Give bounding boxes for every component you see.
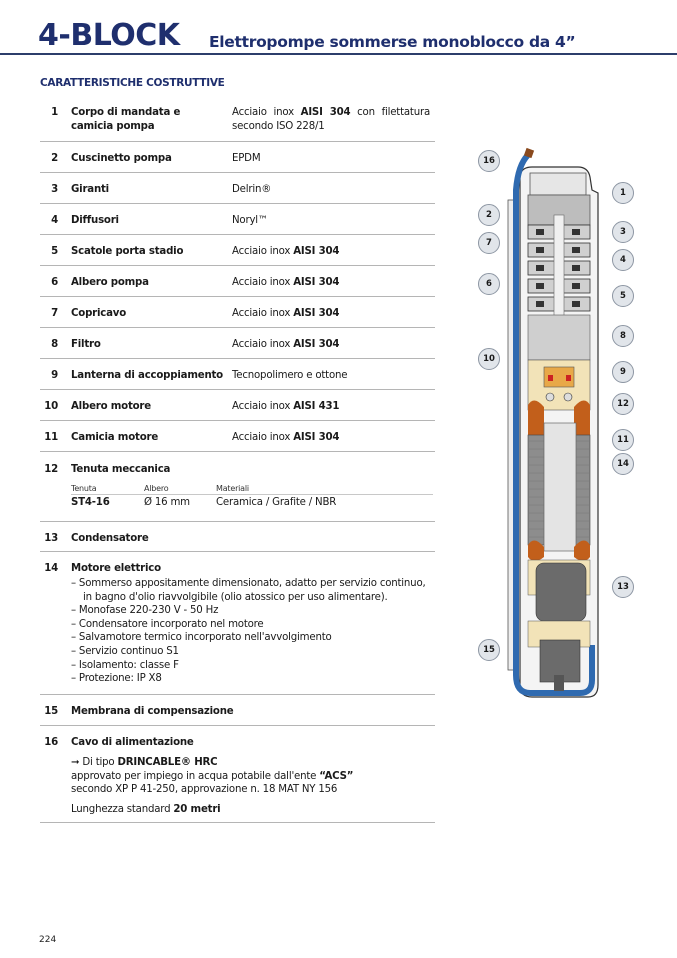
- spec-label: Camicia motore: [71, 432, 159, 443]
- spec-row-10: [40, 390, 435, 421]
- pump-cutaway-diagram: [470, 145, 650, 705]
- spec-label: Giranti: [71, 184, 109, 195]
- spec-label: Scatole porta stadio: [71, 246, 184, 257]
- spec-num: 14: [44, 563, 58, 574]
- spec-row-1: [40, 100, 435, 142]
- spec-value: Tecnopolimero e ottone: [232, 370, 348, 381]
- spec-num: 11: [44, 432, 58, 443]
- spec-num: 9: [51, 370, 58, 381]
- seal-table-row: ST4-16 Ø 16 mm Ceramica / Grafite / NBR: [71, 497, 337, 508]
- spec-num: 15: [44, 706, 58, 717]
- spec-row-6: [40, 266, 435, 297]
- spec-row-9: [40, 359, 435, 390]
- header-divider: [0, 53, 677, 55]
- spec-row-3: [40, 173, 435, 204]
- spec-num: 13: [44, 533, 58, 544]
- motor-feature: – Sommerso appositamente dimensionato, adatto per servizio continuo, in bagno d'olio riavvolgibile (olio atossico per uso alimentare).: [71, 578, 426, 603]
- spec-row-8: [40, 328, 435, 359]
- callout-3: 3: [612, 221, 634, 243]
- spec-row-11: [40, 421, 435, 452]
- spec-value: Acciaio inox AISI 304: [232, 339, 340, 350]
- spec-row-15: [40, 695, 435, 726]
- spec-value: Acciaio inox AISI 304: [232, 246, 340, 257]
- spec-label: Corpo di mandata e camicia pompa: [71, 107, 181, 132]
- spec-num: 2: [51, 153, 58, 164]
- spec-label: Cuscinetto pompa: [71, 153, 172, 164]
- spec-list: [40, 100, 435, 823]
- seal-table: [71, 483, 433, 510]
- spec-label: Tenuta meccanica: [71, 464, 171, 475]
- callout-2: 2: [478, 204, 500, 226]
- motor-feature: – Salvamotore termico incorporato nell'avvolgimento: [71, 632, 332, 644]
- motor-feature: – Monofase 220-230 V - 50 Hz: [71, 605, 219, 617]
- callout-7: 7: [478, 232, 500, 254]
- spec-value: Acciaio inox AISI 304: [232, 432, 340, 443]
- callout-14: 14: [612, 453, 634, 475]
- section-title: CARATTERISTICHE COSTRUTTIVE: [40, 77, 225, 89]
- spec-label: Cavo di alimentazione: [71, 737, 194, 748]
- spec-value: Noryl™: [232, 215, 268, 226]
- spec-num: 12: [44, 464, 58, 475]
- motor-feature-list: [71, 577, 433, 686]
- spec-label: Motore elettrico: [71, 563, 161, 574]
- callout-5: 5: [612, 285, 634, 307]
- spec-num: 8: [51, 339, 58, 350]
- callout-12: 12: [612, 393, 634, 415]
- callout-13: 13: [612, 576, 634, 598]
- spec-value: Acciaio inox AISI 431: [232, 401, 340, 412]
- spec-num: 5: [51, 246, 58, 257]
- spec-value: EPDM: [232, 153, 261, 164]
- motor-feature: – Condensatore incorporato nel motore: [71, 618, 264, 630]
- callout-4: 4: [612, 249, 634, 271]
- spec-row-7: [40, 297, 435, 328]
- arrow-right-icon: ➞: [71, 757, 80, 768]
- callout-1: 1: [612, 182, 634, 204]
- spec-label: Copricavo: [71, 308, 127, 319]
- spec-row-2: [40, 142, 435, 173]
- spec-label: Albero motore: [71, 401, 151, 412]
- cable-approval: approvato per impiego in acqua potabile dall'ente “ACS”: [71, 770, 354, 782]
- spec-label: Membrana di compensazione: [71, 706, 234, 717]
- callout-16: 16: [478, 150, 500, 172]
- spec-value: Acciaio inox AISI 304: [232, 277, 340, 288]
- seal-table-header: Tenuta Albero Materiali: [71, 483, 433, 495]
- page-title: 4-BLOCK: [38, 18, 180, 53]
- cable-type: ➞ Di tipo DRINCABLE® HRC: [71, 757, 218, 768]
- spec-label: Filtro: [71, 339, 101, 350]
- callout-15: 15: [478, 639, 500, 661]
- spec-row-14: [40, 552, 435, 695]
- spec-value: Acciaio inox AISI 304 con filettatura secondo ISO 228/1: [232, 107, 430, 132]
- spec-row-13: [40, 522, 435, 552]
- spec-row-16: [40, 726, 435, 823]
- callout-10: 10: [478, 348, 500, 370]
- spec-num: 1: [51, 107, 58, 118]
- spec-label: Diffusori: [71, 215, 119, 226]
- spec-num: 4: [51, 215, 58, 226]
- motor-feature: – Servizio continuo S1: [71, 645, 179, 657]
- spec-value: Acciaio inox AISI 304: [232, 308, 340, 319]
- spec-num: 16: [44, 737, 58, 748]
- spec-row-5: [40, 235, 435, 266]
- callout-9: 9: [612, 361, 634, 383]
- spec-label: Lanterna di accoppiamento: [71, 370, 223, 381]
- spec-num: 3: [51, 184, 58, 195]
- spec-num: 6: [51, 277, 58, 288]
- cable-standard: secondo XP P 41-250, approvazione n. 18 MAT NY 156: [71, 784, 338, 796]
- spec-value: Delrin®: [232, 184, 272, 195]
- page-subtitle: Elettropompe sommerse monoblocco da 4”: [209, 33, 576, 51]
- cable-description: [71, 756, 433, 816]
- spec-label: Albero pompa: [71, 277, 149, 288]
- page-number: 224: [39, 935, 57, 945]
- spec-row-12: [40, 452, 435, 522]
- callout-8: 8: [612, 325, 634, 347]
- spec-label: Condensatore: [71, 533, 149, 544]
- callout-11: 11: [612, 429, 634, 451]
- callout-6: 6: [478, 273, 500, 295]
- spec-num: 10: [44, 401, 58, 412]
- spec-num: 7: [51, 308, 58, 319]
- cable-length: Lunghezza standard 20 metri: [71, 803, 221, 815]
- motor-feature: – Protezione: IP X8: [71, 673, 162, 685]
- spec-row-4: [40, 204, 435, 235]
- motor-feature: – Isolamento: classe F: [71, 659, 179, 671]
